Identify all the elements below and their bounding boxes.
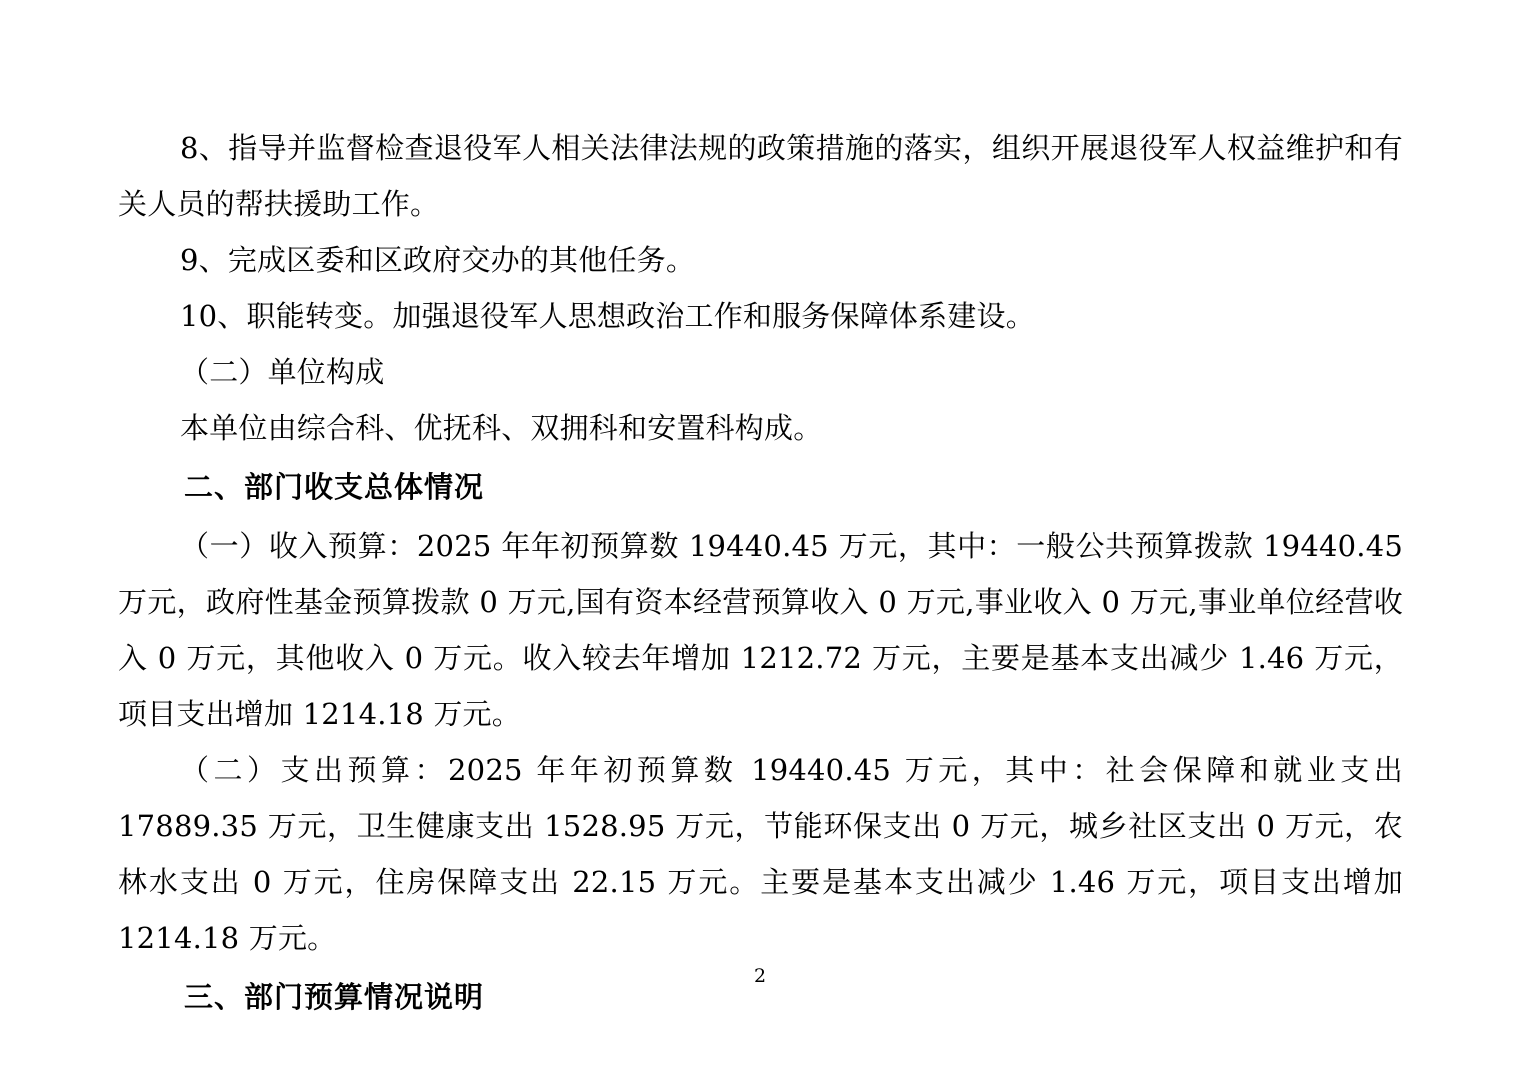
heading-budget-explanation: 三、部门预算情况说明 (184, 980, 485, 1014)
paragraph-expenditure-budget: （二）支出预算：2025 年年初预算数 19440.45 万元，其中：社会保障和就业支出 17889.35 万元，卫生健康支出 1528.95 万元，节能环保支出 0 万元，城乡社区支出 0 万元，农林水支出 0 万元，住房保障支出 22.15 万元。主要是基本支出减少 1.46 万元，项目支出增加 1214.18 万元。 (118, 753, 1403, 955)
paragraph-item-8: 8、指导并监督检查退役军人相关法律法规的政策措施的落实，组织开展退役军人权益维护和有关人员的帮扶援助工作。 (118, 131, 1403, 221)
paragraph-section-2-body: 本单位由综合科、优抚科、双拥科和安置科构成。 (180, 411, 823, 445)
page-number: 2 (753, 965, 767, 987)
paragraph-item-10: 10、职能转变。加强退役军人思想政治工作和服务保障体系建设。 (180, 299, 1035, 333)
paragraph-section-2-title: （二）单位构成 (180, 355, 385, 389)
paragraph-item-9: 9、完成区委和区政府交办的其他任务。 (180, 243, 696, 277)
heading-department-revenue-expenditure: 二、部门收支总体情况 (184, 470, 485, 504)
paragraph-revenue-budget: （一）收入预算：2025 年年初预算数 19440.45 万元，其中：一般公共预算拨款 19440.45 万元，政府性基金预算拨款 0 万元,国有资本经营预算收入 0 万元,事业收入 0 万元,事业单位经营收入 0 万元，其他收入 0 万元。收入较去年增加 1212.72 万元，主要是基本支出减少 1.46 万元，项目支出增加 1214.18 万元。 (118, 529, 1403, 731)
document-body (118, 120, 1403, 1028)
